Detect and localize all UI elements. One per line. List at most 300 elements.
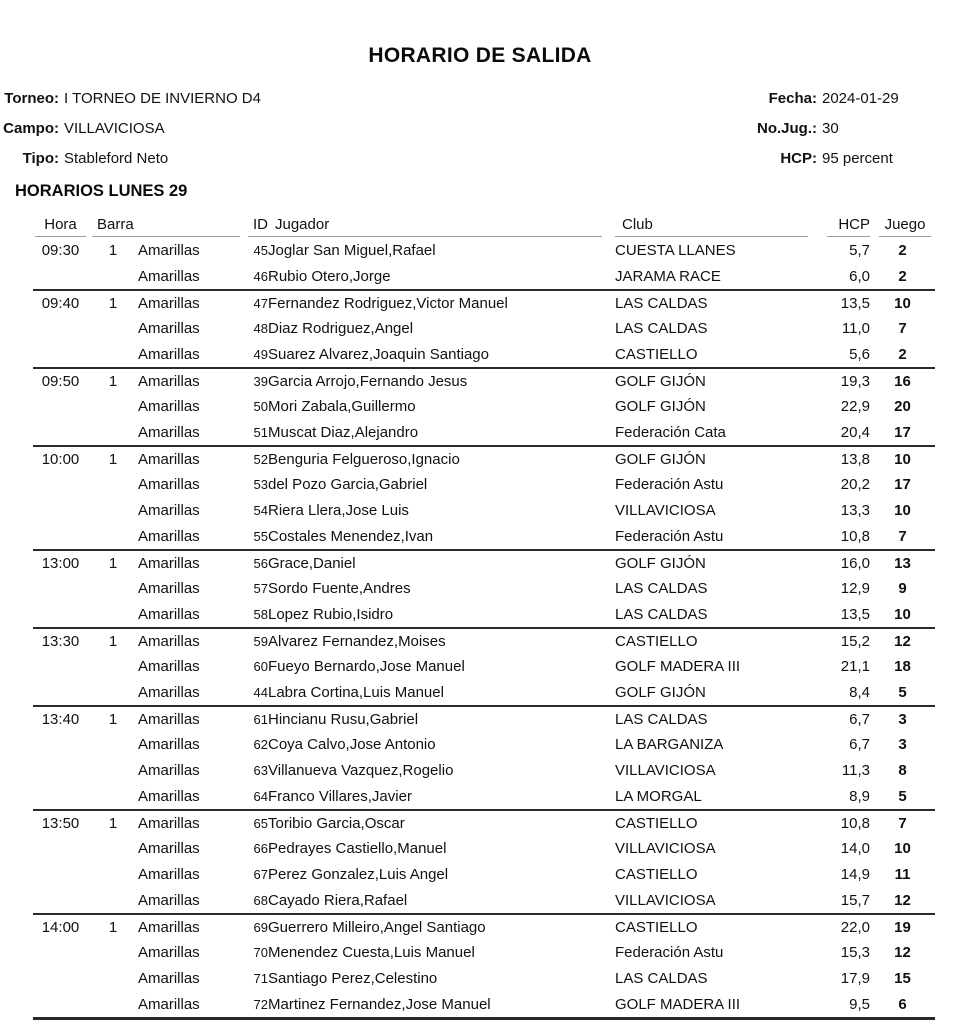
barra-cell xyxy=(88,861,138,887)
nojug-label: No.Jug.: xyxy=(757,120,817,137)
hcp-cell: 15,2 xyxy=(812,627,870,653)
club-cell: GOLF GIJÓN xyxy=(615,397,706,415)
jugador-cell: Fernandez Rodriguez,Victor Manuel xyxy=(268,289,615,315)
juego-cell: 3 xyxy=(898,735,907,753)
id-cell: 44 xyxy=(253,684,268,700)
hora-cell xyxy=(33,835,88,861)
barra-cell: 1 xyxy=(88,705,138,731)
table-row xyxy=(33,965,935,991)
juego-cell: 12 xyxy=(870,627,935,653)
hora-cell: 13:40 xyxy=(33,705,88,731)
tee-cell: Amarillas xyxy=(138,475,200,493)
juego-cell: 15 xyxy=(894,969,911,987)
juego-cell: 7 xyxy=(898,319,907,337)
hcp-cell: 14,0 xyxy=(840,839,870,857)
jugador-cell: Rubio Otero,Jorge xyxy=(268,267,391,285)
barra-cell xyxy=(88,341,138,367)
hora-cell: 13:00 xyxy=(33,549,88,575)
table-row xyxy=(33,367,935,393)
tee-cell: Amarillas xyxy=(138,865,200,883)
barra-cell xyxy=(88,497,138,523)
id-cell: 71 xyxy=(253,970,268,986)
hora-cell xyxy=(33,419,88,445)
table-row xyxy=(33,471,935,497)
juego-cell: 5 xyxy=(898,787,907,805)
club-cell: GOLF GIJÓN xyxy=(615,445,812,471)
barra-cell xyxy=(88,939,138,965)
hcp-cell: 5,7 xyxy=(849,241,870,259)
jugador-cell: Alvarez Fernandez,Moises xyxy=(268,627,615,653)
tipo-label: Tipo: xyxy=(22,150,59,167)
id-cell: 45 xyxy=(253,242,268,258)
hcp-cell: 20,4 xyxy=(840,423,870,441)
juego-cell: 17 xyxy=(894,475,911,493)
jugador-cell: Toribio Garcia,Oscar xyxy=(268,809,615,835)
hora-cell: 10:00 xyxy=(33,445,88,471)
juego-cell: 2 xyxy=(898,267,907,285)
table-row xyxy=(33,289,935,315)
id-cell: 39 xyxy=(244,367,268,393)
torneo-value: I TORNEO DE INVIERNO D4 xyxy=(64,90,261,107)
barra-cell xyxy=(88,757,138,783)
juego-cell: 19 xyxy=(870,913,935,939)
campo-value: VILLAVICIOSA xyxy=(64,120,165,137)
id-cell: 69 xyxy=(244,913,268,939)
jugador-cell: Costales Menendez,Ivan xyxy=(268,527,434,545)
tee-cell: Amarillas xyxy=(138,289,244,315)
barra-cell xyxy=(88,887,138,913)
juego-cell: 13 xyxy=(870,549,935,575)
hora-cell xyxy=(33,471,88,497)
tee-cell: Amarillas xyxy=(138,657,200,675)
table-row xyxy=(33,341,935,367)
hora-cell xyxy=(33,653,88,679)
hcp-cell: 13,5 xyxy=(812,289,870,315)
hcp-cell: 15,7 xyxy=(840,891,870,909)
club-cell: GOLF GIJÓN xyxy=(615,683,706,701)
barra-cell xyxy=(88,783,138,809)
meta-pair-campo xyxy=(0,114,165,144)
juego-cell: 10 xyxy=(870,445,935,471)
hcp-cell: 13,8 xyxy=(812,445,870,471)
jugador-cell: Cayado Riera,Rafael xyxy=(268,891,408,909)
tee-cell: Amarillas xyxy=(138,969,200,987)
club-cell: CASTIELLO xyxy=(615,627,812,653)
table-row xyxy=(33,653,935,679)
tee-cell: Amarillas xyxy=(138,995,200,1013)
hora-cell: 14:00 xyxy=(33,913,88,939)
hora-cell xyxy=(33,861,88,887)
id-cell: 64 xyxy=(253,788,268,804)
id-cell: 70 xyxy=(253,944,268,960)
barra-cell xyxy=(88,523,138,549)
barra-cell xyxy=(88,601,138,627)
id-cell: 66 xyxy=(253,840,268,856)
jugador-cell: Perez Gonzalez,Luis Angel xyxy=(268,865,449,883)
tee-cell: Amarillas xyxy=(138,267,200,285)
table-row xyxy=(33,523,935,549)
hora-cell: 09:50 xyxy=(33,367,88,393)
column-header-juego: Juego xyxy=(870,210,935,237)
juego-cell: 2 xyxy=(898,241,907,259)
jugador-cell: Guerrero Milleiro,Angel Santiago xyxy=(268,913,615,939)
tee-cell: Amarillas xyxy=(138,397,200,415)
barra-cell: 1 xyxy=(108,241,118,259)
id-cell: 72 xyxy=(253,996,268,1012)
table-row xyxy=(33,393,935,419)
barra-cell xyxy=(88,679,138,705)
table-row xyxy=(33,913,935,939)
table-row xyxy=(33,575,935,601)
barra-cell xyxy=(88,731,138,757)
club-cell: GOLF MADERA III xyxy=(615,657,741,675)
barra-cell xyxy=(88,263,138,289)
hcp-cell: 6,7 xyxy=(812,705,870,731)
jugador-cell: Labra Cortina,Luis Manuel xyxy=(268,683,444,701)
tee-cell: Amarillas xyxy=(138,627,244,653)
table-row xyxy=(33,991,935,1017)
hora-cell xyxy=(33,341,88,367)
meta-row xyxy=(0,114,960,144)
jugador-cell: Hincianu Rusu,Gabriel xyxy=(268,705,615,731)
table-row xyxy=(33,549,935,575)
hcp-cell: 22,0 xyxy=(812,913,870,939)
table-row xyxy=(33,939,935,965)
tee-cell: Amarillas xyxy=(138,787,200,805)
club-cell: LAS CALDAS xyxy=(615,969,708,987)
barra-cell: 1 xyxy=(88,549,138,575)
hcp-cell: 22,9 xyxy=(840,397,870,415)
barra-cell xyxy=(88,315,138,341)
juego-cell: 16 xyxy=(870,367,935,393)
club-cell: GOLF GIJÓN xyxy=(615,549,812,575)
tee-cell: Amarillas xyxy=(138,445,244,471)
juego-cell: 10 xyxy=(870,289,935,315)
hcp-cell: 8,4 xyxy=(849,683,870,701)
hora-cell xyxy=(33,523,88,549)
juego-cell: 10 xyxy=(894,839,911,857)
juego-cell: 20 xyxy=(894,397,911,415)
id-cell: 52 xyxy=(244,445,268,471)
tee-cell: Amarillas xyxy=(138,527,200,545)
hcp-cell: 21,1 xyxy=(840,657,870,675)
club-cell: Federación Cata xyxy=(615,423,726,441)
table-row xyxy=(33,445,935,471)
jugador-cell: Sordo Fuente,Andres xyxy=(268,579,411,597)
id-cell: 63 xyxy=(253,762,268,778)
hcp-cell: 15,3 xyxy=(840,943,870,961)
jugador-cell: Villanueva Vazquez,Rogelio xyxy=(268,761,454,779)
hora-cell xyxy=(33,497,88,523)
barra-cell xyxy=(88,471,138,497)
hora-cell xyxy=(33,965,88,991)
hora-cell xyxy=(33,991,88,1017)
meta-pair-fecha xyxy=(615,84,960,114)
tee-cell: Amarillas xyxy=(138,683,200,701)
club-cell: CASTIELLO xyxy=(615,865,698,883)
table-row xyxy=(33,705,935,731)
hcp-cell: 11,3 xyxy=(841,761,870,779)
tee-cell: Amarillas xyxy=(138,891,200,909)
campo-label: Campo: xyxy=(3,120,59,137)
club-cell: LA BARGANIZA xyxy=(615,735,724,753)
hora-cell xyxy=(33,783,88,809)
tee-cell: Amarillas xyxy=(138,423,200,441)
tee-cell: Amarillas xyxy=(138,549,244,575)
id-cell: 65 xyxy=(244,809,268,835)
hora-cell xyxy=(33,887,88,913)
fecha-label: Fecha: xyxy=(768,90,817,107)
table-header-row xyxy=(33,210,935,237)
juego-cell: 10 xyxy=(894,605,911,623)
barra-cell xyxy=(88,419,138,445)
tournament-meta xyxy=(0,84,960,174)
club-cell: Federación Astu xyxy=(615,527,724,545)
hcp-cell: 13,3 xyxy=(840,501,870,519)
jugador-cell: Menendez Cuesta,Luis Manuel xyxy=(268,943,475,961)
meta-row xyxy=(0,84,960,114)
tee-times-table xyxy=(33,210,935,1017)
club-cell: VILLAVICIOSA xyxy=(615,839,716,857)
hora-cell xyxy=(33,315,88,341)
tee-cell: Amarillas xyxy=(138,345,200,363)
hcp-cell: 12,9 xyxy=(840,579,870,597)
juego-cell: 10 xyxy=(894,501,911,519)
club-cell: VILLAVICIOSA xyxy=(615,891,716,909)
club-cell: LA MORGAL xyxy=(615,787,702,805)
barra-cell: 1 xyxy=(88,809,138,835)
hora-cell xyxy=(33,601,88,627)
fecha-value: 2024-01-29 xyxy=(822,90,899,107)
hora-cell xyxy=(33,575,88,601)
page-title: HORARIO DE SALIDA xyxy=(368,44,592,67)
juego-cell: 2 xyxy=(898,345,907,363)
jugador-cell: Riera Llera,Jose Luis xyxy=(268,501,409,519)
meta-pair-torneo xyxy=(0,84,261,114)
jugador-cell: Santiago Perez,Celestino xyxy=(268,969,438,987)
club-cell: Federación Astu xyxy=(615,943,724,961)
hcp-cell: 19,3 xyxy=(812,367,870,393)
club-cell: VILLAVICIOSA xyxy=(615,761,716,779)
tee-cell: Amarillas xyxy=(138,943,200,961)
jugador-cell: Martinez Fernandez,Jose Manuel xyxy=(268,995,491,1013)
hcp-cell: 14,9 xyxy=(840,865,870,883)
juego-cell: 5 xyxy=(898,683,907,701)
meta-pair-hcp xyxy=(615,144,960,174)
jugador-cell: Coya Calvo,Jose Antonio xyxy=(268,735,436,753)
table-bottom-rule xyxy=(33,1017,935,1020)
tee-cell: Amarillas xyxy=(138,367,244,393)
barra-cell xyxy=(88,653,138,679)
club-cell: LAS CALDAS xyxy=(615,319,708,337)
table-row xyxy=(33,809,935,835)
id-cell: 49 xyxy=(253,346,268,362)
column-header-jugador: Jugador xyxy=(268,210,615,237)
hcp-cell: 6,7 xyxy=(849,735,870,753)
tee-cell: Amarillas xyxy=(138,913,244,939)
hora-cell xyxy=(33,679,88,705)
juego-cell: 7 xyxy=(870,809,935,835)
jugador-cell: Suarez Alvarez,Joaquin Santiago xyxy=(268,345,489,363)
table-row xyxy=(33,861,935,887)
table-row xyxy=(33,497,935,523)
jugador-cell: Lopez Rubio,Isidro xyxy=(268,605,394,623)
id-cell: 51 xyxy=(253,424,268,440)
jugador-cell: Fueyo Bernardo,Jose Manuel xyxy=(268,657,465,675)
club-cell: GOLF MADERA III xyxy=(615,995,741,1013)
id-cell: 50 xyxy=(253,398,268,414)
hora-cell: 09:40 xyxy=(33,289,88,315)
barra-cell: 1 xyxy=(88,367,138,393)
tipo-value: Stableford Neto xyxy=(64,150,169,167)
hcp-cell: 6,0 xyxy=(849,267,870,285)
hora-cell xyxy=(33,757,88,783)
hora-cell xyxy=(33,939,88,965)
hcp-cell: 11,0 xyxy=(841,319,870,337)
hcp-cell: 13,5 xyxy=(840,605,870,623)
tee-cell: Amarillas xyxy=(138,319,200,337)
hora-cell: 13:50 xyxy=(33,809,88,835)
id-cell: 67 xyxy=(253,866,268,882)
juego-cell: 18 xyxy=(894,657,911,675)
club-cell: Federación Astu xyxy=(615,475,724,493)
tee-cell: Amarillas xyxy=(138,761,200,779)
hora-cell xyxy=(33,393,88,419)
torneo-label: Torneo: xyxy=(4,90,59,107)
club-cell: LAS CALDAS xyxy=(615,289,812,315)
table-row xyxy=(33,601,935,627)
club-cell: LAS CALDAS xyxy=(615,605,708,623)
meta-row xyxy=(0,144,960,174)
table-row xyxy=(33,419,935,445)
table-row xyxy=(33,679,935,705)
tee-cell: Amarillas xyxy=(138,705,244,731)
table-row xyxy=(33,887,935,913)
hcp-cell: 17,9 xyxy=(840,969,870,987)
hcp-cell: 20,2 xyxy=(840,475,870,493)
barra-cell xyxy=(88,965,138,991)
juego-cell: 9 xyxy=(898,579,907,597)
barra-cell xyxy=(88,575,138,601)
juego-cell: 3 xyxy=(870,705,935,731)
jugador-cell: Benguria Felgueroso,Ignacio xyxy=(268,445,615,471)
tee-cell: Amarillas xyxy=(138,605,200,623)
hcp-label: HCP: xyxy=(780,150,817,167)
club-cell: LAS CALDAS xyxy=(615,705,812,731)
juego-cell: 12 xyxy=(894,943,911,961)
id-cell: 62 xyxy=(253,736,268,752)
hcp-cell: 9,5 xyxy=(849,995,870,1013)
juego-cell: 7 xyxy=(898,527,907,545)
jugador-cell: Muscat Diaz,Alejandro xyxy=(268,423,419,441)
id-cell: 47 xyxy=(244,289,268,315)
barra-cell: 1 xyxy=(88,913,138,939)
id-cell: 58 xyxy=(253,606,268,622)
hcp-cell: 16,0 xyxy=(812,549,870,575)
table-row xyxy=(33,783,935,809)
barra-cell xyxy=(88,393,138,419)
hora-cell: 09:30 xyxy=(41,241,80,259)
tee-table-body xyxy=(33,237,935,1017)
hcp-cell: 10,8 xyxy=(840,527,870,545)
id-cell: 60 xyxy=(253,658,268,674)
id-cell: 59 xyxy=(244,627,268,653)
column-header-id: ID xyxy=(244,210,268,237)
tee-cell: Amarillas xyxy=(138,735,200,753)
meta-pair-nojug xyxy=(615,114,960,144)
id-cell: 57 xyxy=(253,580,268,596)
id-cell: 56 xyxy=(244,549,268,575)
id-cell: 46 xyxy=(253,268,268,284)
id-cell: 48 xyxy=(253,320,268,336)
tee-cell: Amarillas xyxy=(138,579,200,597)
column-header-barra: Barra xyxy=(88,210,244,237)
hcp-cell: 5,6 xyxy=(849,345,870,363)
juego-cell: 6 xyxy=(898,995,907,1013)
id-cell: 61 xyxy=(244,705,268,731)
section-title: HORARIOS LUNES 29 xyxy=(15,182,188,200)
hcp-value: 95 percent xyxy=(822,150,893,167)
juego-cell: 12 xyxy=(894,891,911,909)
juego-cell: 8 xyxy=(898,761,907,779)
jugador-cell: Garcia Arrojo,Fernando Jesus xyxy=(268,367,615,393)
hora-cell xyxy=(33,731,88,757)
jugador-cell: Joglar San Miguel,Rafael xyxy=(268,241,436,259)
column-header-hora: Hora xyxy=(33,210,88,237)
club-cell: CUESTA LLANES xyxy=(615,241,736,259)
nojug-value: 30 xyxy=(822,120,839,137)
id-cell: 53 xyxy=(253,476,268,492)
hora-cell xyxy=(33,263,88,289)
club-cell: CASTIELLO xyxy=(615,913,812,939)
club-cell: LAS CALDAS xyxy=(615,579,708,597)
tee-cell: Amarillas xyxy=(138,501,200,519)
table-row xyxy=(33,263,935,289)
table-row xyxy=(33,627,935,653)
barra-cell: 1 xyxy=(88,445,138,471)
hcp-cell: 8,9 xyxy=(849,787,870,805)
column-header-club: Club xyxy=(615,210,812,237)
barra-cell: 1 xyxy=(88,289,138,315)
barra-cell xyxy=(88,835,138,861)
id-cell: 68 xyxy=(253,892,268,908)
club-cell: CASTIELLO xyxy=(615,809,812,835)
barra-cell xyxy=(88,991,138,1017)
jugador-cell: Pedrayes Castiello,Manuel xyxy=(268,839,447,857)
tee-cell: Amarillas xyxy=(138,241,200,259)
id-cell: 55 xyxy=(253,528,268,544)
table-row xyxy=(33,315,935,341)
table-row xyxy=(33,237,935,263)
tee-cell: Amarillas xyxy=(138,809,244,835)
juego-cell: 17 xyxy=(894,423,911,441)
juego-cell: 11 xyxy=(894,865,911,883)
table-row xyxy=(33,757,935,783)
club-cell: VILLAVICIOSA xyxy=(615,501,716,519)
jugador-cell: Grace,Daniel xyxy=(268,549,615,575)
table-row xyxy=(33,731,935,757)
jugador-cell: Diaz Rodriguez,Angel xyxy=(268,319,414,337)
id-cell: 54 xyxy=(253,502,268,518)
hora-cell: 13:30 xyxy=(33,627,88,653)
club-cell: JARAMA RACE xyxy=(615,267,721,285)
hcp-cell: 10,8 xyxy=(812,809,870,835)
jugador-cell: Franco Villares,Javier xyxy=(268,787,412,805)
club-cell: CASTIELLO xyxy=(615,345,698,363)
column-header-hcp: HCP xyxy=(812,210,870,237)
tee-cell: Amarillas xyxy=(138,839,200,857)
table-row xyxy=(33,835,935,861)
